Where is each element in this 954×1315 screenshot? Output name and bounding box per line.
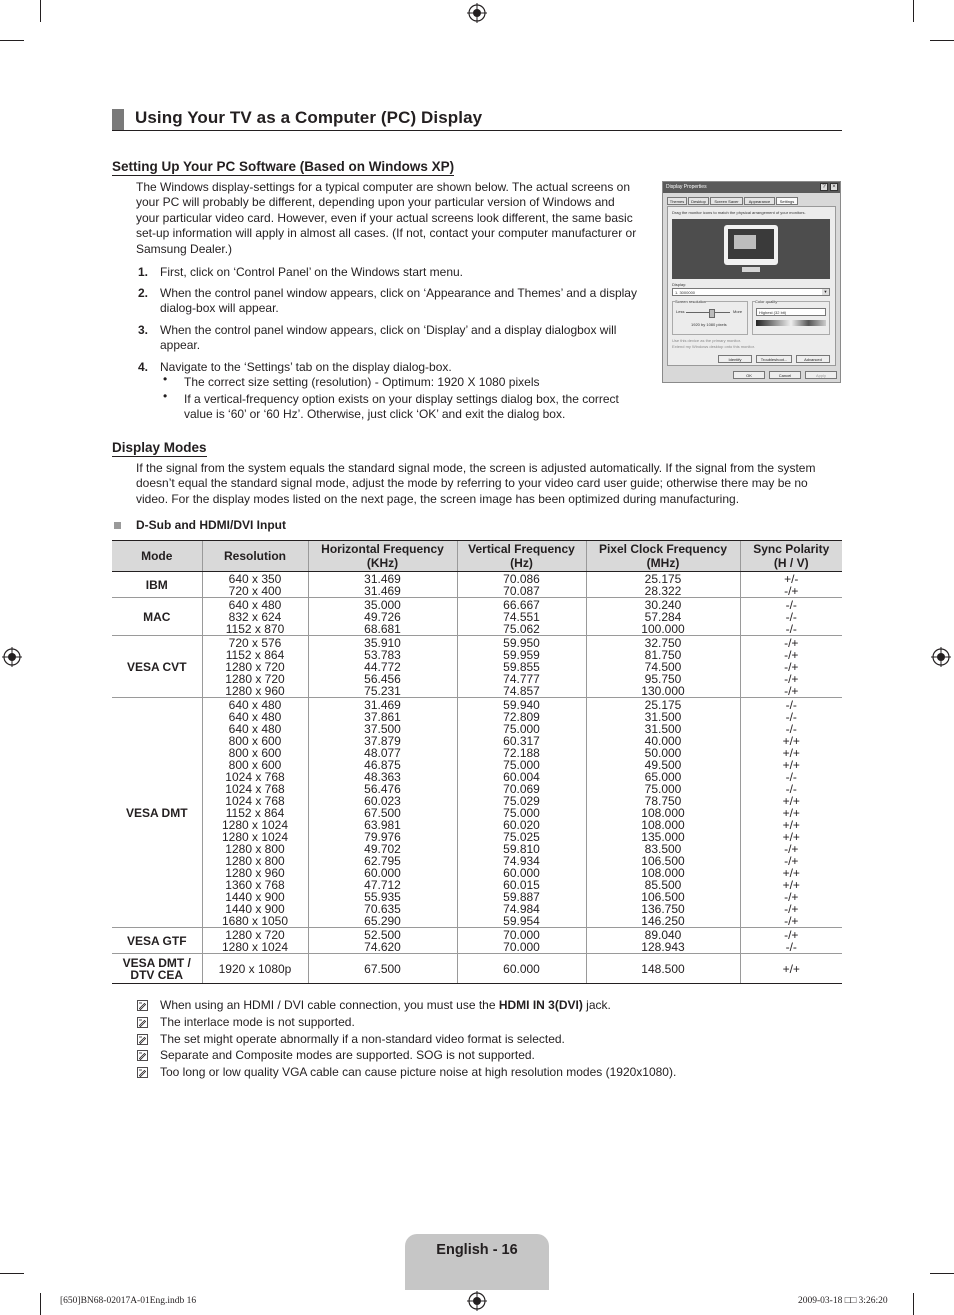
dialog-instruction: Drag the monitor icons to match the physical arrangement of your monitors.: [672, 210, 806, 215]
value-cell: 67.500: [308, 954, 457, 984]
value-cell: -/+ -/-: [740, 928, 842, 954]
value-cell: 148.500: [586, 954, 740, 984]
crop-mark: [0, 40, 24, 41]
intro-line: your particular video card. However, even if your actual screens look different, the same basic: [136, 210, 633, 225]
table-row: [112, 572, 842, 598]
value-cell: 70.086 70.087: [457, 572, 586, 598]
dialog-tab[interactable]: Appearance: [744, 197, 775, 205]
identify-button[interactable]: Identify: [718, 355, 752, 363]
crop-mark: [930, 1273, 954, 1274]
crop-mark: [40, 0, 41, 22]
value-cell: 640 x 480 832 x 624 1152 x 870: [202, 598, 308, 636]
value-cell: -/- -/- -/- +/+ +/+ +/+ -/- -/- +/+ +/+ +/+ +/+ -/+ -/+ +/+ +/+ -/+ -/+ -/+: [740, 698, 842, 928]
settings-panel: [667, 206, 836, 366]
note-text: The interlace mode is not supported.: [160, 1015, 355, 1029]
square-bullet-icon: [114, 522, 121, 529]
page-number: English - 16: [436, 1242, 518, 1258]
mode-cell: VESA GTF: [112, 928, 202, 954]
value-cell: 1920 x 1080p: [202, 954, 308, 984]
bullet-text: If a vertical-frequency option exists on your display settings dialog box, the correct value is ‘60’ or ‘60 Hz’. Otherwise, just click ‘OK’ and exit the dialog box.: [184, 392, 619, 422]
display-modes-table: [112, 540, 842, 984]
value-cell: 66.667 74.551 75.062: [457, 598, 586, 636]
page-title: Using Your TV as a Computer (PC) Display: [135, 108, 483, 127]
column-header: Mode: [112, 541, 202, 572]
bullet-dot-icon: •: [163, 389, 168, 403]
step-number: 4.: [138, 360, 149, 374]
value-cell: 31.469 31.469: [308, 572, 457, 598]
paragraph-line: video. For the display modes listed on the next page, the screen image has been optimized during manufacturing.: [136, 491, 740, 506]
dialog-tab[interactable]: Settings: [776, 197, 798, 205]
resolution-group: Screen resolution Less More 1920 by 1080 pixels: [672, 301, 748, 335]
note-text: Too long or low quality VGA cable can cause picture noise at high resolution modes (1920x1080).: [160, 1065, 677, 1079]
title-marker: [112, 109, 124, 131]
note-icon: [137, 1050, 148, 1061]
value-cell: 52.500 74.620: [308, 928, 457, 954]
intro-line: The Windows display-settings for a typical computer are shown below. The actual screens on: [136, 180, 631, 194]
column-header: Vertical Frequency (Hz): [457, 541, 586, 572]
note-icon: [137, 1067, 148, 1078]
step-number: 2.: [138, 286, 149, 300]
value-cell: -/- -/- -/-: [740, 598, 842, 636]
value-cell: 32.750 81.750 74.500 95.750 130.000: [586, 636, 740, 698]
ok-button[interactable]: OK: [733, 371, 765, 379]
cancel-button[interactable]: Cancel: [769, 371, 801, 379]
intro-paragraph: [136, 180, 651, 257]
note-icon: [137, 1034, 148, 1045]
value-cell: 35.910 53.783 44.772 56.456 75.231: [308, 636, 457, 698]
table-row: [112, 636, 842, 698]
step-number: 1.: [138, 265, 149, 279]
column-header: Sync Polarity (H / V): [740, 541, 842, 572]
color-quality-select[interactable]: Highest (32 bit): [756, 308, 826, 316]
color-quality-group: Color quality Highest (32 bit): [752, 301, 830, 335]
value-cell: 720 x 576 1152 x 864 1280 x 720 1280 x 720 1280 x 960: [202, 636, 308, 698]
registration-mark-icon: [467, 3, 487, 23]
column-header: Horizontal Frequency (KHz): [308, 541, 457, 572]
value-cell: 89.040 128.943: [586, 928, 740, 954]
table-row: [112, 954, 842, 984]
dialog-title: Display Properties: [663, 182, 840, 193]
registration-mark-icon: [2, 647, 22, 667]
file-info: [650]BN68-02017A-01Eng.indb 16: [60, 1296, 197, 1306]
column-header: Resolution: [202, 541, 308, 572]
crop-mark: [913, 1293, 914, 1315]
step-text: First, click on ‘Control Panel’ on the Windows start menu.: [160, 265, 464, 279]
value-cell: 30.240 57.284 100.000: [586, 598, 740, 636]
value-cell: +/+: [740, 954, 842, 984]
mode-cell: VESA DMT: [112, 698, 202, 928]
step-text: When the control panel window appears, click on ‘Appearance and Themes’ and a display dialog-box will appear.: [160, 286, 637, 316]
display-properties-dialog: [662, 181, 841, 383]
value-cell: 25.175 28.322: [586, 572, 740, 598]
color-bar: [756, 320, 826, 326]
display-label: Display:: [672, 282, 687, 287]
value-cell: +/- -/+: [740, 572, 842, 598]
crop-mark: [0, 1273, 24, 1274]
paragraph-line: doesn’t equal the standard signal mode, adjust the mode by referring to your video card user guide; otherwise there may be no: [136, 476, 808, 491]
mode-cell: VESA CVT: [112, 636, 202, 698]
table-row: [112, 928, 842, 954]
crop-mark: [40, 1293, 41, 1315]
bullet-text: The correct size setting (resolution) - Optimum: 1920 X 1080 pixels: [184, 375, 540, 389]
troubleshoot-button[interactable]: Troubleshoot...: [756, 355, 792, 363]
primary-monitor-checkbox[interactable]: Use this device as the primary monitor.: [672, 338, 741, 343]
note-text: Separate and Composite modes are supported. SOG is not supported.: [160, 1048, 535, 1062]
value-cell: -/+ -/+ -/+ -/+ -/+: [740, 636, 842, 698]
bullet-dot-icon: •: [163, 372, 168, 386]
value-cell: 640 x 350 720 x 400: [202, 572, 308, 598]
resolution-slider[interactable]: [686, 312, 730, 313]
dialog-tab[interactable]: Desktop: [688, 197, 709, 205]
value-cell: 35.000 49.726 68.681: [308, 598, 457, 636]
monitor-preview: [672, 219, 830, 279]
display-modes-paragraph: [136, 461, 836, 507]
registration-mark-icon: [931, 647, 951, 667]
note-text: The set might operate abnormally if a non-standard video format is selected.: [160, 1032, 565, 1046]
value-cell: 59.950 59.959 59.855 74.777 74.857: [457, 636, 586, 698]
print-timestamp: 2009-03-18 □□ 3:26:20: [798, 1296, 888, 1306]
column-header: Pixel Clock Frequency (MHz): [586, 541, 740, 572]
extend-desktop-checkbox[interactable]: Extend my Windows desktop onto this monitor.: [672, 344, 755, 349]
crop-mark: [930, 40, 954, 41]
intro-line: set-up information will apply in almost all cases. (If not, contact your computer manufacturer or: [136, 226, 637, 241]
note-icon: [137, 1017, 148, 1028]
advanced-button[interactable]: Advanced: [796, 355, 830, 363]
monitor-icon: [724, 225, 778, 265]
section-heading-display-modes: Display Modes: [112, 440, 207, 455]
value-cell: 1280 x 720 1280 x 1024: [202, 928, 308, 954]
help-icon[interactable]: ?: [820, 183, 828, 191]
chevron-down-icon: ▼: [823, 289, 828, 294]
table-header-row: [112, 541, 842, 572]
intro-line: Samsung Dealer.): [136, 241, 233, 256]
value-cell: 60.000: [457, 954, 586, 984]
table-row: [112, 698, 842, 928]
value-cell: 640 x 480 640 x 480 640 x 480 800 x 600 800 x 600 800 x 600 1024 x 768 1024 x 768 1024 x 768 1152 x 864 1280 x 1024 1280 x 1024 1280 x 800 1280 x 800 1280 x 960 1360 x 768 1440 x 900 1440 x 900 1680 x 1050: [202, 698, 308, 928]
note-text: When using an HDMI / DVI cable connection, you must use the HDMI IN 3(DVI) jack.: [160, 998, 611, 1012]
intro-line: your PC will probably be different, depending upon your particular version of Windows and: [136, 195, 615, 210]
value-cell: 31.469 37.861 37.500 37.879 48.077 46.875 48.363 56.476 60.023 67.500 63.981 79.976 49.702 62.795 60.000 47.712 55.935 70.635 65.290: [308, 698, 457, 928]
dialog-tab[interactable]: Screen Saver: [710, 197, 743, 205]
step-text: When the control panel window appears, click on ‘Display’ and a display dialogbox will appear.: [160, 323, 617, 353]
slider-handle[interactable]: [709, 309, 715, 318]
mode-cell: VESA DMT / DTV CEA: [112, 954, 202, 984]
note-icon: [137, 1000, 148, 1011]
title-rule: [112, 130, 842, 131]
value-cell: 25.175 31.500 31.500 40.000 50.000 49.500 65.000 75.000 78.750 108.000 108.000 135.000 83.500 106.500 108.000 85.500 106.500 136.750 146.250: [586, 698, 740, 928]
paragraph-line: If the signal from the system equals the standard signal mode, the screen is adjusted automatically. If the signal from the system: [136, 461, 816, 475]
section-heading-pc-software: Setting Up Your PC Software (Based on Windows XP): [112, 159, 455, 174]
display-select[interactable]: 1. 3000000 ▼: [672, 288, 830, 296]
close-icon[interactable]: ×: [830, 183, 838, 191]
value-cell: 59.940 72.809 75.000 60.317 72.188 75.000 60.004 70.069 75.029 75.000 60.020 75.025 59.810 74.934 60.000 60.015 59.887 74.984 59.954: [457, 698, 586, 928]
dialog-tab[interactable]: Themes: [667, 197, 687, 205]
table-subheading: D-Sub and HDMI/DVI Input: [136, 518, 286, 532]
mode-cell: MAC: [112, 598, 202, 636]
table-row: [112, 598, 842, 636]
mode-cell: IBM: [112, 572, 202, 598]
step-number: 3.: [138, 323, 149, 337]
value-cell: 70.000 70.000: [457, 928, 586, 954]
registration-mark-icon: [467, 1291, 487, 1311]
crop-mark: [913, 0, 914, 22]
apply-button[interactable]: Apply: [805, 371, 837, 379]
step-text: Navigate to the ‘Settings’ tab on the display dialog-box.: [160, 360, 452, 374]
